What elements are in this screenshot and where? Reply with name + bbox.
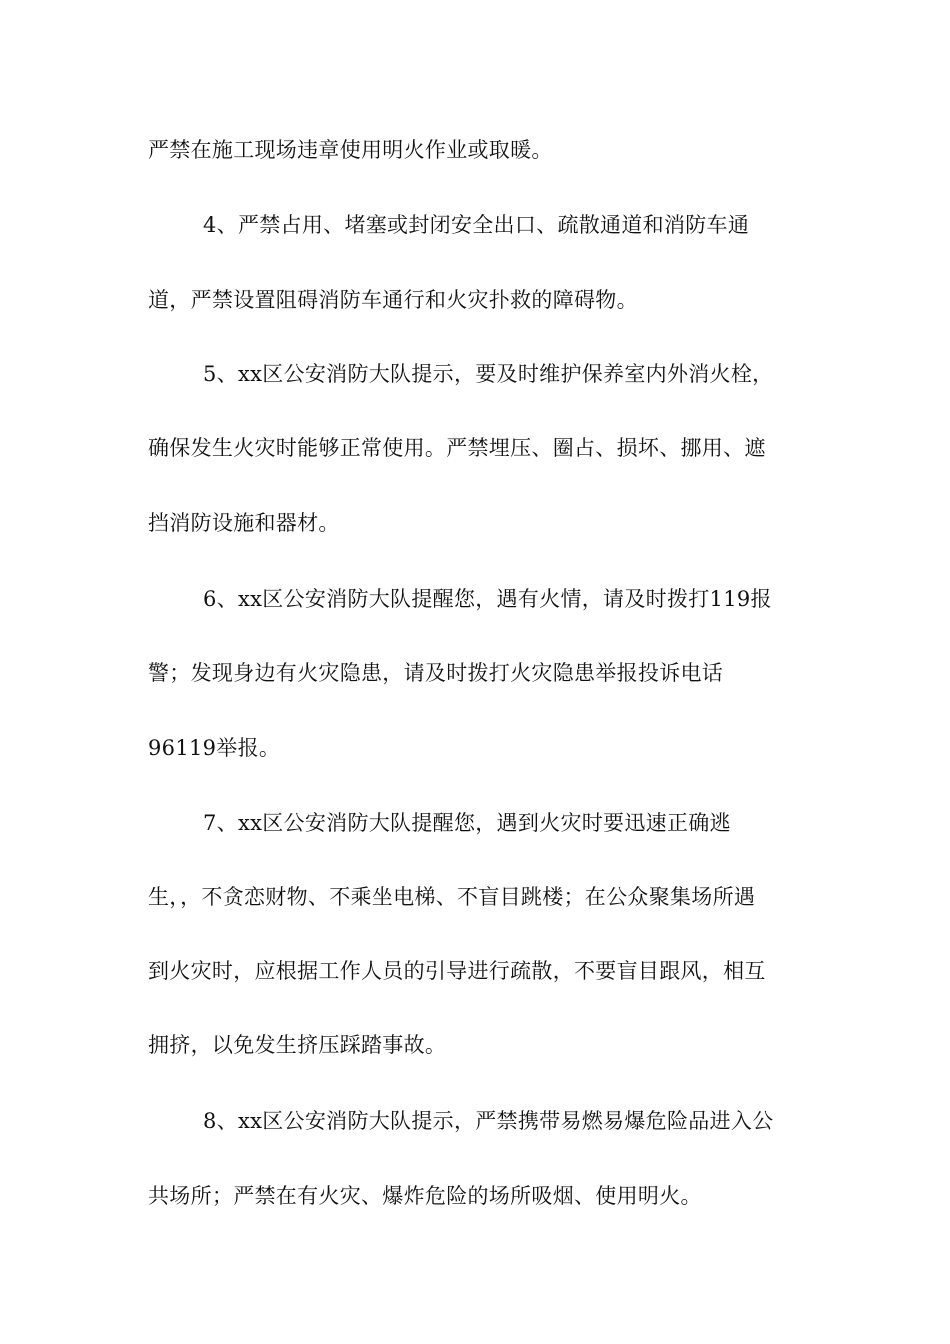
text-line: 生，，不贪恋财物、不乘坐电梯、不盲目跳楼；在公众聚集场所遇 <box>148 885 756 909</box>
text-line: 4、严禁占用、堵塞或封闭安全出口、疏散通道和消防车通 <box>203 213 750 237</box>
text-line: 7、xx区公安消防大队提醒您，遇到火灾时要迅速正确逃 <box>203 811 731 835</box>
text-line: 确保发生火灾时能够正常使用。严禁埋压、圈占、损坏、挪用、遮 <box>148 436 766 460</box>
text-line: 到火灾时，应根据工作人员的引导进行疏散，不要盲目跟风，相互 <box>148 959 766 983</box>
text-line: 警；发现身边有火灾隐患，请及时拨打火灾隐患举报投诉电话 <box>148 661 724 685</box>
text-line: 共场所；严禁在有火灾、爆炸危险的场所吸烟、使用明火。 <box>148 1184 702 1208</box>
text-line: 6、xx区公安消防大队提醒您，遇有火情，请及时拨打119报 <box>203 587 772 611</box>
text-line: 拥挤，以免发生挤压踩踏事故。 <box>148 1033 447 1057</box>
text-line: 道，严禁设置阻碍消防车通行和火灾扑救的障碍物。 <box>148 288 638 312</box>
text-line: 8、xx区公安消防大队提示，严禁携带易燃易爆危险品进入公 <box>203 1109 774 1133</box>
text-line: 挡消防设施和器材。 <box>148 511 340 535</box>
text-line: 严禁在施工现场违章使用明火作业或取暖。 <box>148 138 553 162</box>
text-line: 5、xx区公安消防大队提示，要及时维护保养室内外消火栓， <box>203 362 774 386</box>
text-line: 96119举报。 <box>148 736 281 760</box>
